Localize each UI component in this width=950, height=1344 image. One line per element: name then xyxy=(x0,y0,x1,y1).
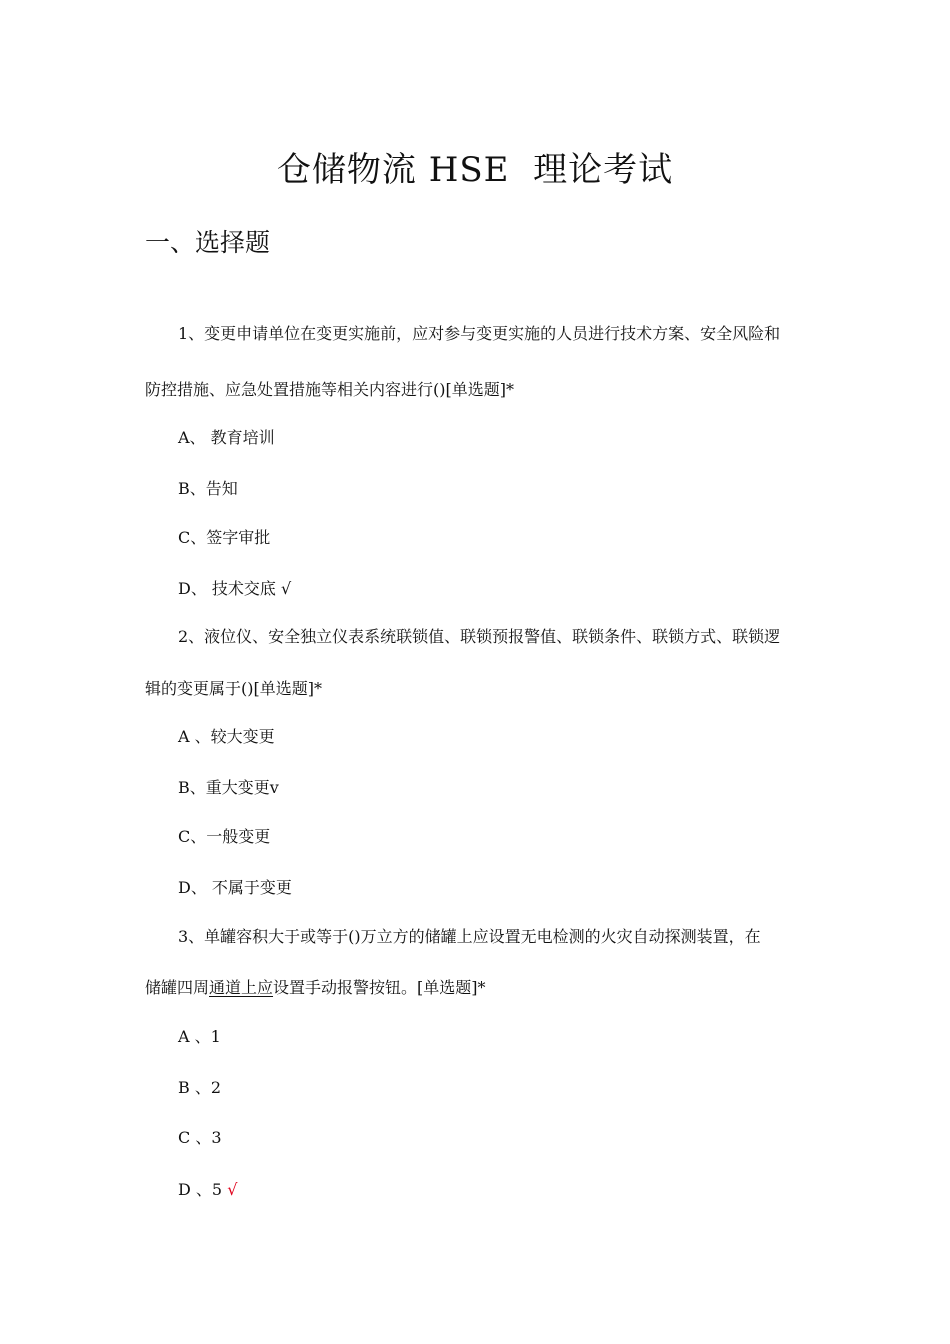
question-1-text-line-2: 防控措施、应急处置措施等相关内容进行()[单选题]* xyxy=(145,380,514,399)
checkmark-icon: √ xyxy=(227,1180,238,1199)
question-1-option-a: A、 教育培训 xyxy=(178,428,275,447)
question-3-option-b: B 、2 xyxy=(178,1078,222,1097)
question-3-line-2-start: 储罐四周 xyxy=(145,978,210,997)
question-1-option-b: B、告知 xyxy=(178,479,238,498)
question-3-text-line-1: 3、单罐容积大于或等于()万立方的储罐上应设置无电检测的火灾自动探测装置，在 xyxy=(178,927,761,946)
section-heading: 一、选择题 xyxy=(145,228,271,257)
question-1-text-line-1: 1、变更申请单位在变更实施前，应对参与变更实施的人员进行技术方案、安全风险和 xyxy=(178,324,781,343)
question-1-option-c: C、签字审批 xyxy=(178,528,271,547)
question-2-option-b: B、重大变更v xyxy=(178,778,279,797)
question-3-option-d-label: D 、5 xyxy=(178,1180,223,1199)
question-2-text-line-1: 2、液位仪、安全独立仪表系统联锁值、联锁预报警值、联锁条件、联锁方式、联锁逻 xyxy=(178,627,781,646)
question-3-line-2-end: 设置手动报警按钮。[单选题]* xyxy=(273,978,486,997)
question-2-text-line-2: 辑的变更属于()[单选题]* xyxy=(145,679,322,698)
question-3-underlined-text: 通道上应 xyxy=(209,978,274,997)
question-3-text-line-2 xyxy=(145,977,486,999)
question-1-option-d: D、 技术交底 √ xyxy=(178,579,292,598)
question-3-option-d xyxy=(178,1179,237,1201)
question-2-option-c: C、一般变更 xyxy=(178,827,271,846)
page-title: 仓储物流 HSE 理论考试 xyxy=(276,150,674,190)
question-3-option-c: C 、3 xyxy=(178,1128,222,1147)
question-2-option-d: D、 不属于变更 xyxy=(178,878,292,897)
question-3-option-a: A 、1 xyxy=(178,1027,221,1046)
question-2-option-a: A 、较大变更 xyxy=(178,727,275,746)
